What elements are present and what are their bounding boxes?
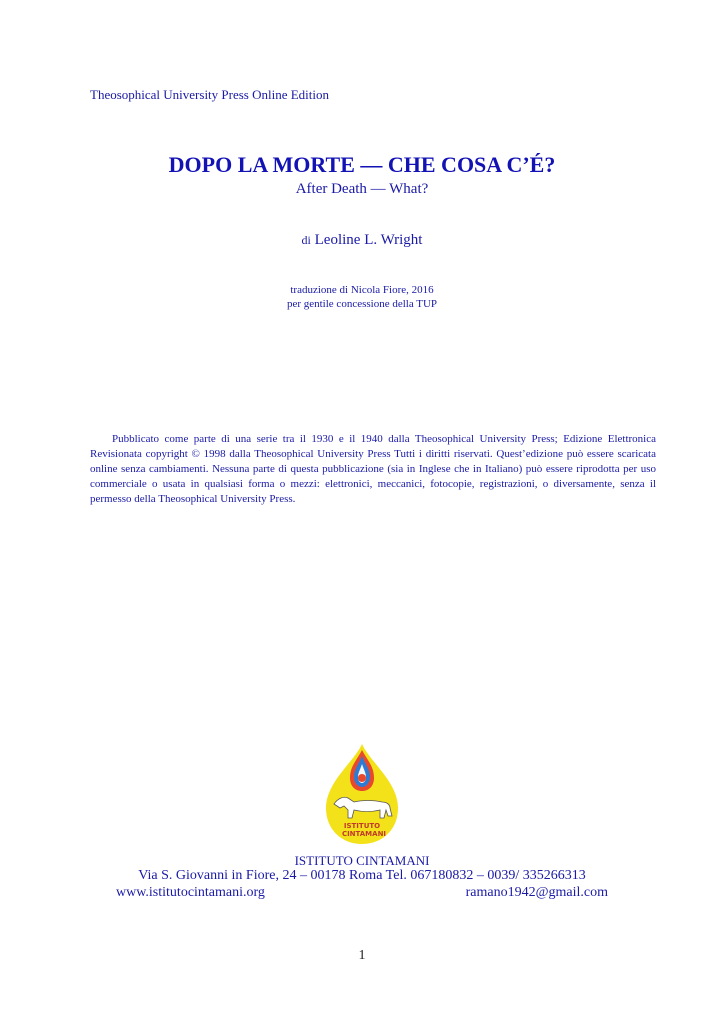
author-name: Leoline L. Wright — [314, 232, 423, 248]
translation-line: traduzione di Nicola Fiore, 2016 — [290, 284, 434, 296]
website-link[interactable]: www.istitutocintamani.org — [116, 885, 265, 900]
translation-credit — [0, 283, 724, 311]
document-subtitle: After Death — What? — [295, 181, 429, 197]
document-title: DOPO LA MORTE — CHE COSA C’É? — [168, 152, 556, 177]
email-link[interactable]: ramano1942@gmail.com — [465, 885, 608, 900]
copyright-notice: Pubblicato come parte di una serie tra il 1930 e il 1940 dalla Theosophical University Press; Edizione Elettronica Revisionata copyright © 1998 dalla Theosophical University Press Tutti i diritti riservati. Quest’edizione può essere scaricata online senza cambiamenti. Nessuna parte di questa pubblicazione (sia in Inglese che in Italiano) può essere riprodotta per uso commerciale o usata in qualsiasi forma o mezzi: elettronici, meccanici, fotocopie, registrazioni, o diversamente, senza il permesso della Theosophical University Press. — [90, 433, 656, 505]
cintamani-logo-icon — [314, 742, 410, 846]
permission-line: per gentile concessione della TUP — [286, 298, 438, 310]
byline-prefix: di — [301, 233, 311, 247]
logo-lettering-bottom: CINTAMANI — [341, 830, 387, 838]
institute-name: ISTITUTO CINTAMANI — [294, 853, 430, 868]
institute-address: Via S. Giovanni in Fiore, 24 – 00178 Roma Tel. 067180832 – 0039/ 335266313 — [138, 868, 586, 883]
author-byline — [0, 232, 724, 249]
logo-lettering-top: ISTITUTO — [343, 822, 381, 830]
page-number: 1 — [358, 948, 366, 963]
edition-label: Theosophical University Press Online Edition — [90, 87, 330, 102]
cintamani-logo — [314, 742, 410, 846]
